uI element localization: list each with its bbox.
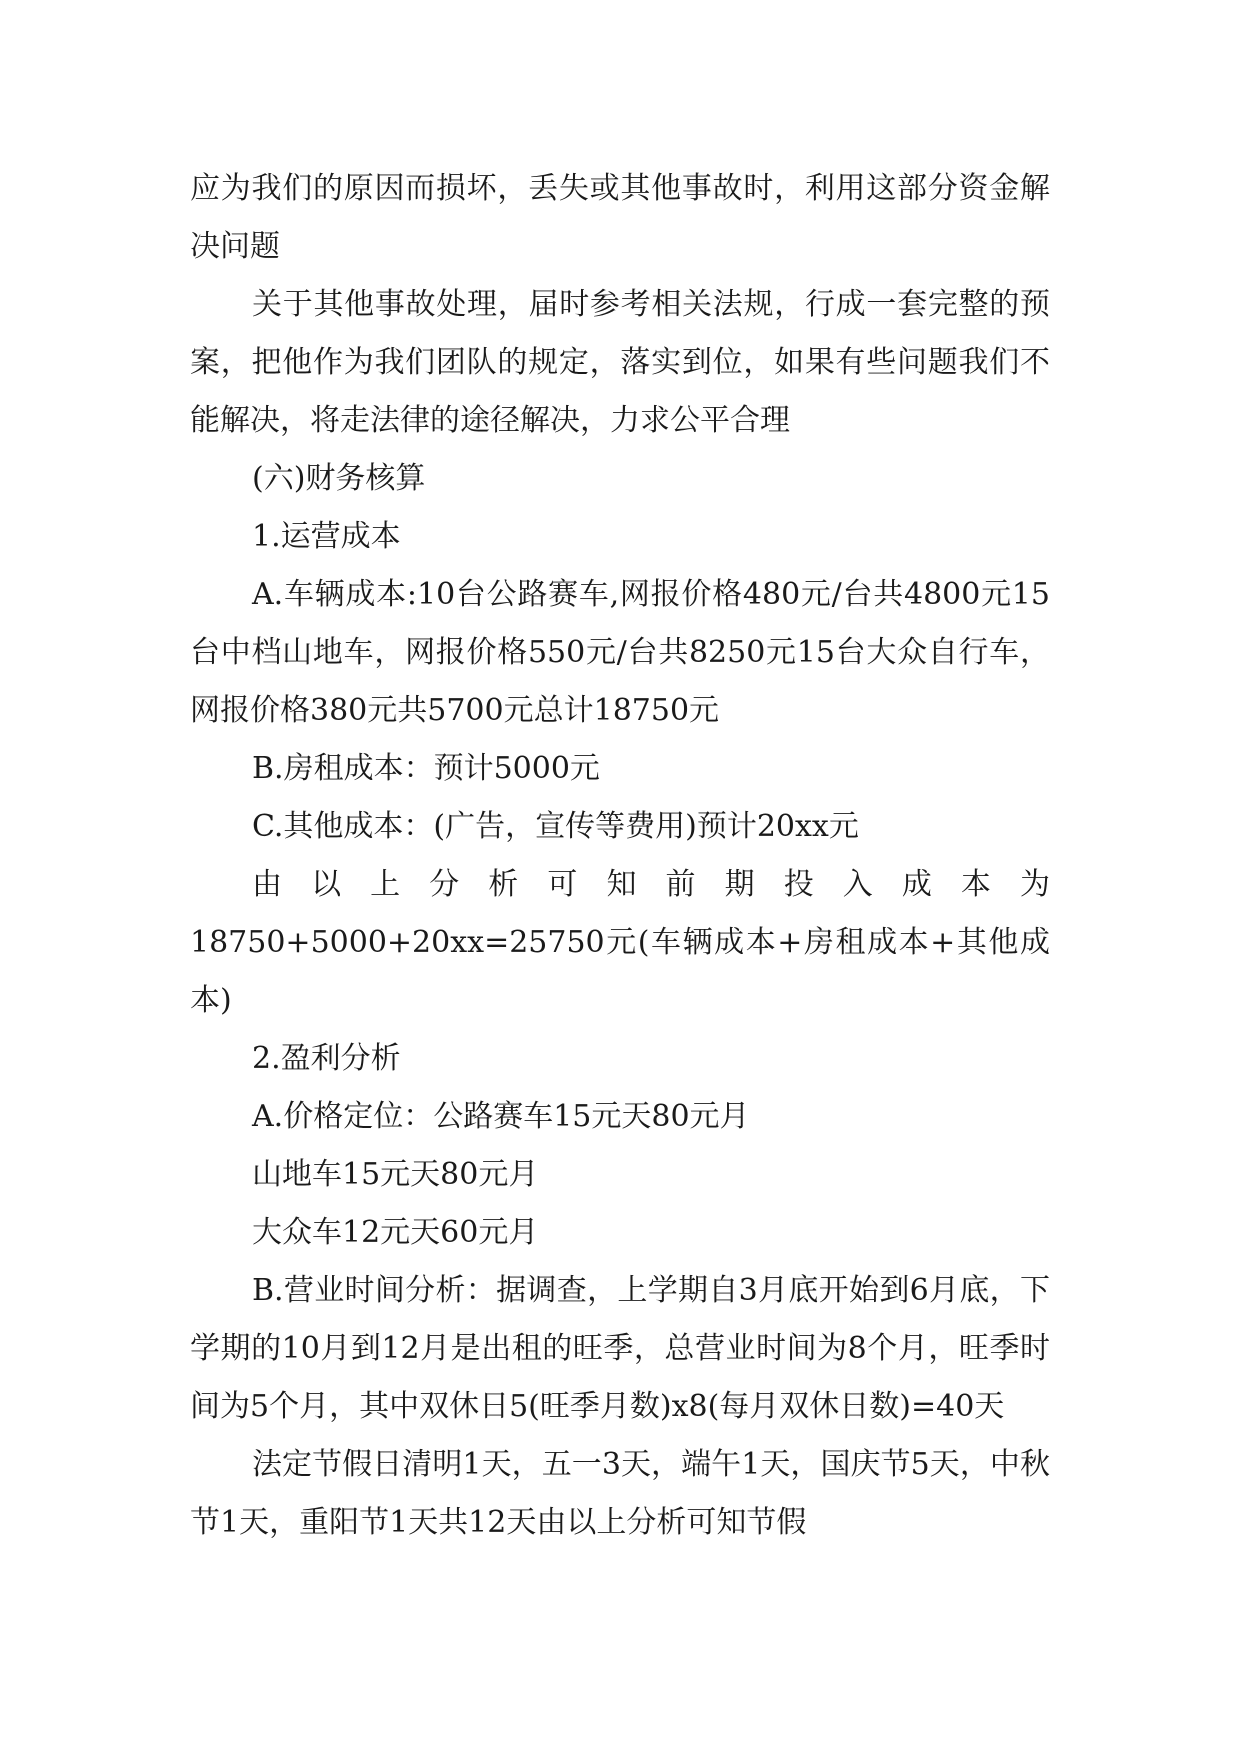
subheading-operating-cost: 1.运营成本 (252, 519, 401, 554)
paragraph-rent-cost: B.房租成本：预计5000元 (252, 751, 600, 786)
paragraph-other-cost: C.其他成本：(广告，宣传等费用)预计20xx元 (252, 809, 859, 844)
paragraph-business-hours: B.营业时间分析：据调查，上学期自3月底开始到6月底，下学期的10月到12月是出租的旺季，总营业时间为8个月，旺季时间为5个月，其中双休日5(旺季月数)x8(每月双休日数)=40天 (190, 1273, 1050, 1424)
paragraph-price-road-bike: A.价格定位：公路赛车15元天80元月 (252, 1099, 750, 1134)
paragraph-vehicle-cost: A.车辆成本:10台公路赛车,网报价格480元/台共4800元15台中档山地车，网报价格550元/台共8250元15台大众自行车，网报价格380元共5700元总计18750元 (190, 577, 1050, 728)
paragraph-initial-investment-formula: 18750+5000+20xx=25750元(车辆成本+房租成本+其他成本) (190, 925, 1050, 1018)
paragraph-initial-investment-intro: 由以上分析可知前期投入成本为 (252, 867, 1050, 902)
section-heading-financial-accounting: (六)财务核算 (252, 461, 426, 496)
paragraph-price-standard-bike: 大众车12元天60元月 (252, 1215, 539, 1250)
paragraph-damage-fund: 应为我们的原因而损坏，丢失或其他事故时，利用这部分资金解决问题 (190, 171, 1050, 264)
subheading-profit-analysis: 2.盈利分析 (252, 1041, 401, 1076)
paragraph-accident-handling: 关于其他事故处理，届时参考相关法规，行成一套完整的预案，把他作为我们团队的规定，落实到位，如果有些问题我们不能解决，将走法律的途径解决，力求公平合理 (190, 287, 1050, 438)
paragraph-price-mountain-bike: 山地车15元天80元月 (252, 1157, 539, 1192)
document-body (190, 160, 1050, 1552)
paragraph-holidays: 法定节假日清明1天，五一3天，端午1天，国庆节5天，中秋节1天，重阳节1天共12天由以上分析可知节假 (190, 1447, 1050, 1540)
